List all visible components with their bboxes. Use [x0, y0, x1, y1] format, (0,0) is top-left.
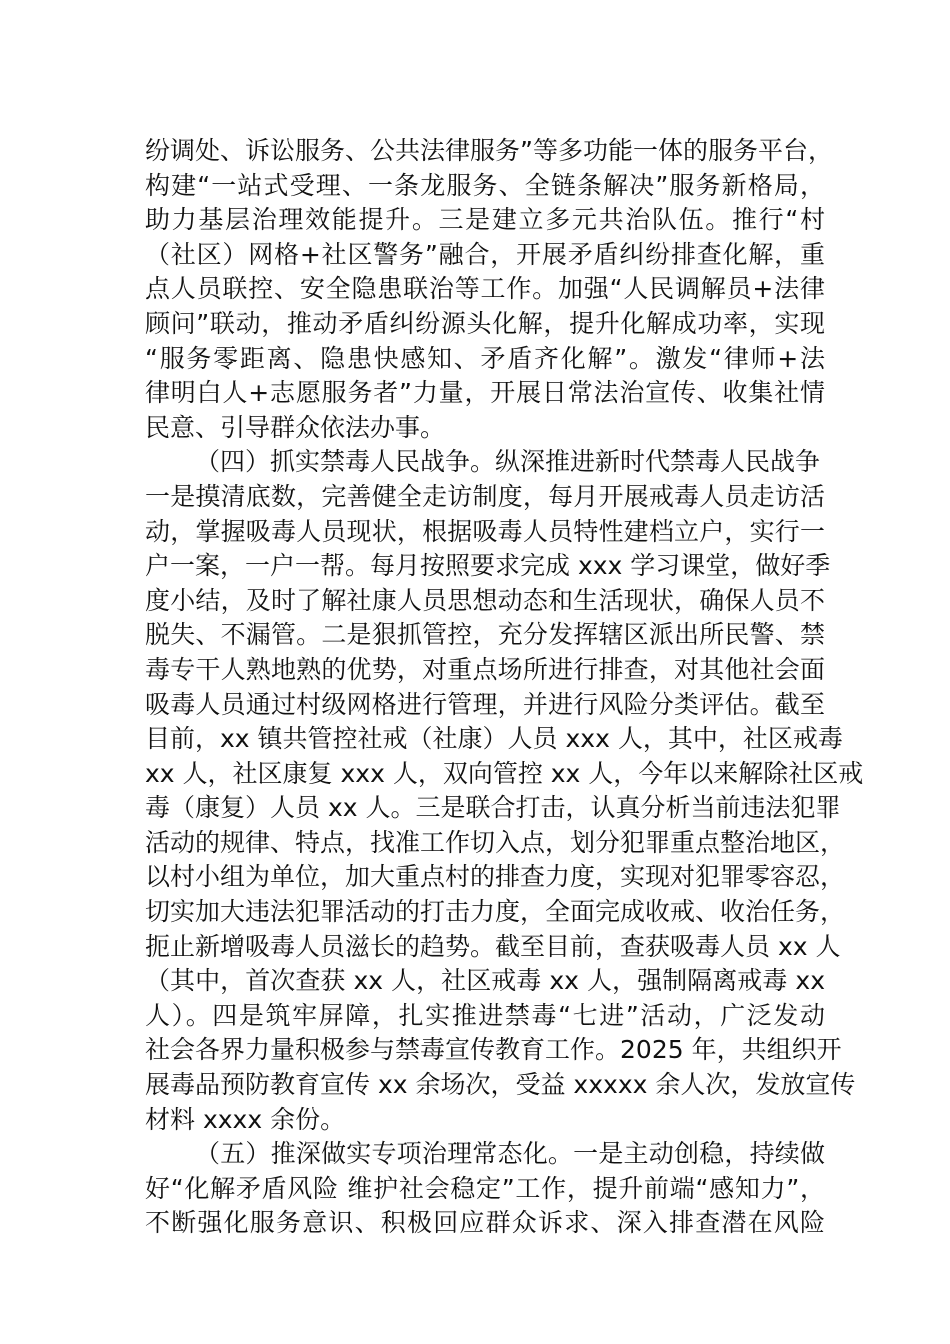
text-line: xx 人，社区康复 xxx 人，双向管控 xx 人，今年以来解除社区戒	[145, 758, 864, 788]
text-line: 材料 xxxx 余份。	[145, 1104, 346, 1134]
document-body	[145, 134, 864, 1241]
section-heading-line: （五）推深做实专项治理常态化。一是主动创稳，持续做	[195, 1139, 825, 1169]
text-line: （其中，首次查获 xx 人，社区戒毒 xx 人，强制隔离戒毒 xx	[145, 966, 825, 996]
text-line: 构建“一站式受理、一条龙服务、全链条解决”服务新格局，	[145, 170, 825, 200]
text-line: 顾问”联动，推动矛盾纠纷源头化解，提升化解成功率，实现	[145, 308, 825, 338]
text-line: 毒专干人熟地熟的优势，对重点场所进行排查，对其他社会面	[145, 654, 825, 684]
text-line: 户一案，一户一帮。每月按照要求完成 xxx 学习课堂，做好季	[145, 551, 831, 581]
text-line: 展毒品预防教育宣传 xx 余场次，受益 xxxxx 余人次，发放宣传	[145, 1070, 856, 1100]
text-line: 扼止新增吸毒人员滋长的趋势。截至目前，查获吸毒人员 xx 人	[145, 931, 841, 961]
section-heading-line: （四）抓实禁毒人民战争。纵深推进新时代禁毒人民战争	[195, 447, 821, 477]
text-line: 律明白人+志愿服务者”力量，开展日常法治宣传、收集社情	[145, 378, 825, 408]
text-line: 活动的规律、特点，找准工作切入点，划分犯罪重点整治地区，	[145, 827, 846, 857]
text-line: 助力基层治理效能提升。三是建立多元共治队伍。推行“村	[145, 205, 825, 235]
text-line: 民意、引导群众依法办事。	[145, 412, 446, 442]
text-line: 脱失、不漏管。二是狠抓管控，充分发挥辖区派出所民警、禁	[145, 620, 825, 650]
text-line: 毒（康复）人员 xx 人。三是联合打击，认真分析当前违法犯罪	[145, 793, 841, 823]
text-line: 好“化解矛盾风险 维护社会稳定”工作，提升前端“感知力”，	[145, 1173, 825, 1203]
text-line: 点人员联控、安全隐患联治等工作。加强“人民调解员+法律	[145, 274, 825, 304]
text-line: 不断强化服务意识、积极回应群众诉求、深入排查潜在风险	[145, 1208, 825, 1238]
text-line: 动，掌握吸毒人员现状，根据吸毒人员特性建档立户，实行一	[145, 516, 825, 546]
text-line: 纷调处、诉讼服务、公共法律服务”等多功能一体的服务平台，	[145, 136, 833, 165]
text-line: （社区）网格+社区警务”融合，开展矛盾纠纷排查化解，重	[145, 239, 825, 269]
text-line: 吸毒人员通过村级网格进行管理，并进行风险分类评估。截至	[145, 689, 825, 719]
text-line: 以村小组为单位，加大重点村的排查力度，实现对犯罪零容忍，	[145, 862, 846, 892]
text-line: 目前，xx 镇共管控社戒（社康）人员 xxx 人，其中，社区戒毒	[145, 724, 843, 754]
text-line: 社会各界力量积极参与禁毒宣传教育工作。2025 年，共组织开	[145, 1035, 842, 1065]
text-line: 度小结，及时了解社康人员思想动态和生活现状，确保人员不	[145, 585, 825, 615]
text-line: “服务零距离、隐患快感知、矛盾齐化解”。激发“律师+法	[145, 343, 825, 373]
text-line: 一是摸清底数，完善健全走访制度，每月开展戒毒人员走访活	[145, 481, 825, 511]
text-line: 人）。四是筑牢屏障，扎实推进禁毒“七进”活动，广泛发动	[145, 1000, 825, 1030]
text-line: 切实加大违法犯罪活动的打击力度，全面完成收戒、收治任务，	[145, 897, 846, 927]
